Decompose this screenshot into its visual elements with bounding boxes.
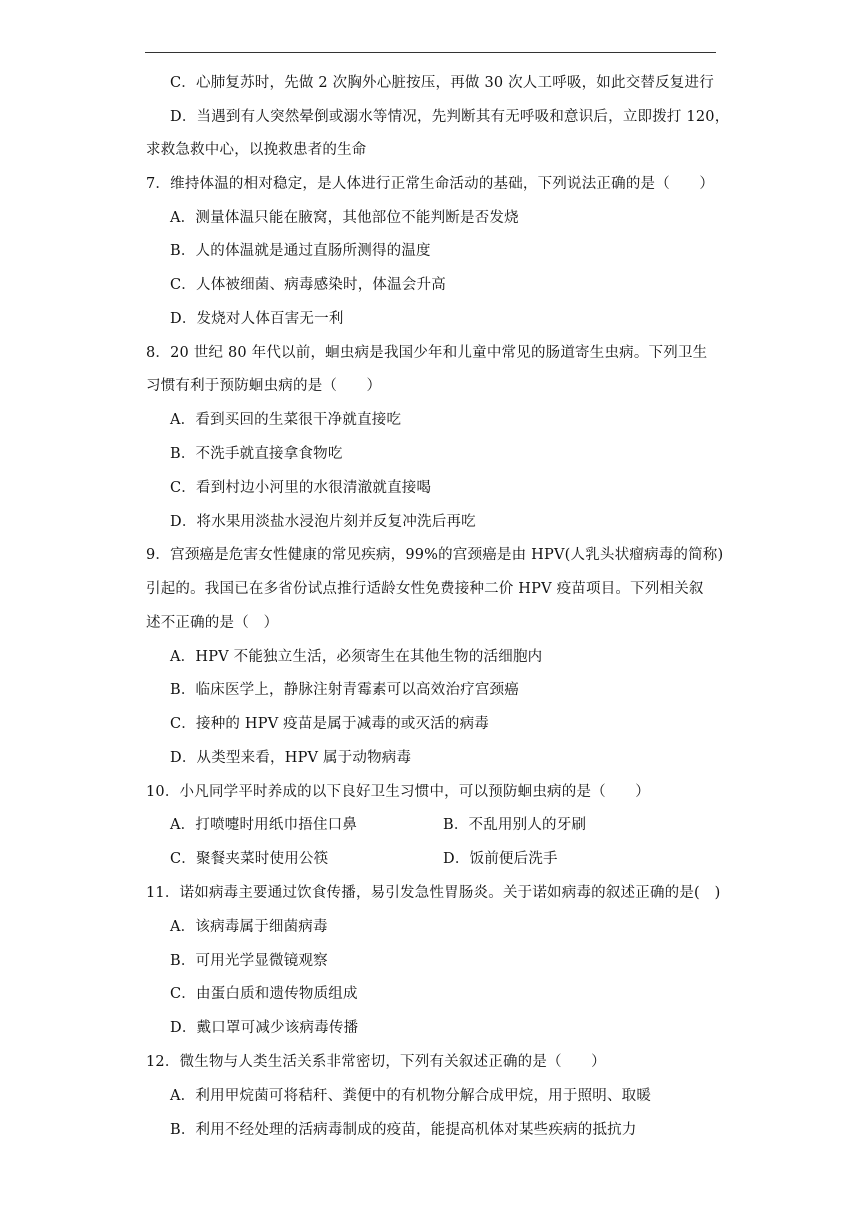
- q12-stem: 12．微生物与人类生活关系非常密切，下列有关叙述正确的是（ ）: [146, 1054, 606, 1070]
- q7-option-c: C．人体被细菌、病毒感染时，体温会升高: [170, 277, 446, 293]
- q9-option-b: B．临床医学上，静脉注射青霉素可以高效治疗宫颈癌: [170, 682, 519, 698]
- q11-option-b: B．可用光学显微镜观察: [170, 953, 328, 969]
- q7-stem: 7．维持体温的相对稳定，是人体进行正常生命活动的基础，下列说法正确的是（ ）: [146, 176, 715, 192]
- header-rule: [145, 52, 716, 53]
- q10-stem: 10．小凡同学平时养成的以下良好卫生习惯中，可以预防蛔虫病的是（ ）: [146, 784, 650, 800]
- q9-option-a: A．HPV 不能独立生活，必须寄生在其他生物的活细胞内: [170, 649, 543, 665]
- q6-option-d: D．当遇到有人突然晕倒或溺水等情况，先判断其有无呼吸和意识后，立即拨打 120，: [170, 109, 730, 125]
- q6-option-c: C．心肺复苏时，先做 2 次胸外心脏按压，再做 30 次人工呼吸，如此交替反复进行: [170, 75, 714, 91]
- q10-option-b: B．不乱用别人的牙刷: [443, 817, 587, 833]
- q9-option-d: D．从类型来看，HPV 属于动物病毒: [170, 750, 412, 766]
- q10-option-c: C．聚餐夹菜时使用公筷: [170, 851, 329, 867]
- q12-option-a: A．利用甲烷菌可将秸秆、粪便中的有机物分解合成甲烷，用于照明、取暖: [170, 1088, 652, 1104]
- q9-option-c: C．接种的 HPV 疫苗是属于减毒的或灭活的病毒: [170, 716, 489, 732]
- q9-stem-continued-2: 述不正确的是（ ）: [146, 615, 279, 631]
- q7-option-a: A．测量体温只能在腋窝，其他部位不能判断是否发烧: [170, 210, 519, 226]
- q11-option-a: A．该病毒属于细菌病毒: [170, 919, 328, 935]
- q7-option-d: D．发烧对人体百害无一利: [170, 311, 344, 327]
- q6-option-d-continued: 求救急救中心，以挽救患者的生命: [146, 142, 367, 158]
- q9-stem: 9．宫颈癌是危害女性健康的常见疾病，99%的宫颈癌是由 HPV(人乳头状瘤病毒的简称): [146, 547, 724, 563]
- q11-option-c: C．由蛋白质和遗传物质组成: [170, 986, 358, 1002]
- q11-stem: 11．诺如病毒主要通过饮食传播，易引发急性胃肠炎。关于诺如病毒的叙述正确的是( ): [146, 885, 721, 901]
- q12-option-b: B．利用不经处理的活病毒制成的疫苗，能提高机体对某些疾病的抵抗力: [170, 1122, 637, 1138]
- q8-stem-continued: 习惯有利于预防蛔虫病的是（ ）: [146, 378, 382, 394]
- q10-option-a: A．打喷嚏时用纸巾捂住口鼻: [170, 817, 358, 833]
- q8-option-b: B．不洗手就直接拿食物吃: [170, 446, 343, 462]
- q7-option-b: B．人的体温就是通过直肠所测得的温度: [170, 243, 431, 259]
- q8-option-d: D．将水果用淡盐水浸泡片刻并反复冲洗后再吃: [170, 514, 476, 530]
- q9-stem-continued-1: 引起的。我国已在多省份试点推行适龄女性免费接种二价 HPV 疫苗项目。下列相关叙: [146, 581, 704, 597]
- q11-option-d: D．戴口罩可减少该病毒传播: [170, 1020, 359, 1036]
- q10-option-d: D．饭前便后洗手: [443, 851, 558, 867]
- q8-option-a: A．看到买回的生菜很干净就直接吃: [170, 412, 402, 428]
- q8-stem: 8．20 世纪 80 年代以前，蛔虫病是我国少年和儿童中常见的肠道寄生虫病。下列卫生: [146, 345, 708, 361]
- q8-option-c: C．看到村边小河里的水很清澈就直接喝: [170, 480, 432, 496]
